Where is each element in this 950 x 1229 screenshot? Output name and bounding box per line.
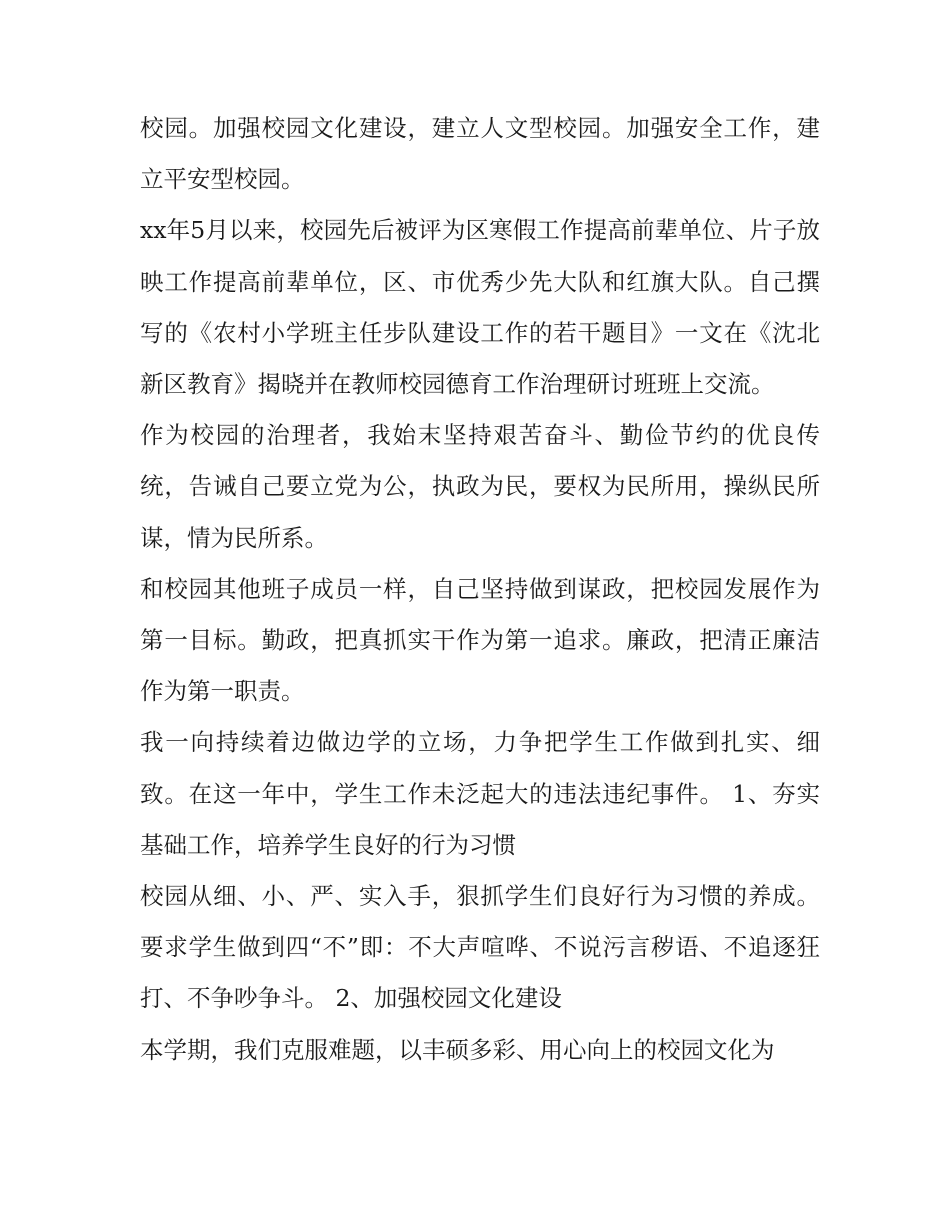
- paragraph: 作为校园的治理者，我始末坚持艰苦奋斗、勤俭节约的优良传统，告诫自己要立党为公，执政为民，要权为民所用，操纵民所谋，情为民所系。: [140, 421, 820, 552]
- paragraph: 校园从细、小、严、实入手，狠抓学生们良好行为习惯的养成。要求学生做到四“不”即：不大声喧哗、不说污言秽语、不追逐狂打、不争吵争斗。 2、加强校园文化建设: [140, 882, 820, 1013]
- document-body: [140, 103, 820, 1076]
- paragraph: xx年5月以来，校园先后被评为区寒假工作提高前辈单位、片子放映工作提高前辈单位，区、市优秀少先大队和红旗大队。自己撰写的《农村小学班主任步队建设工作的若干题目》一文在《沈北新区教育》揭晓并在教师校园德育工作治理研讨班班上交流。: [140, 216, 820, 399]
- paragraph: 和校园其他班子成员一样，自己坚持做到谋政，把校园发展作为第一目标。勤政，把真抓实干作为第一追求。廉政，把清正廉洁作为第一职责。: [140, 574, 820, 706]
- paragraph: 本学期，我们克服难题，以丰硕多彩、用心向上的校园文化为: [140, 1035, 775, 1064]
- paragraph: 校园。加强校园文化建设，建立人文型校园。加强安全工作，建立平安型校园。: [140, 114, 820, 194]
- paragraph: 我一向持续着边做边学的立场，力争把学生工作做到扎实、细致。在这一年中，学生工作未泛起大的违法违纪事件。 1、夯实基础工作，培养学生良好的行为习惯: [140, 728, 820, 859]
